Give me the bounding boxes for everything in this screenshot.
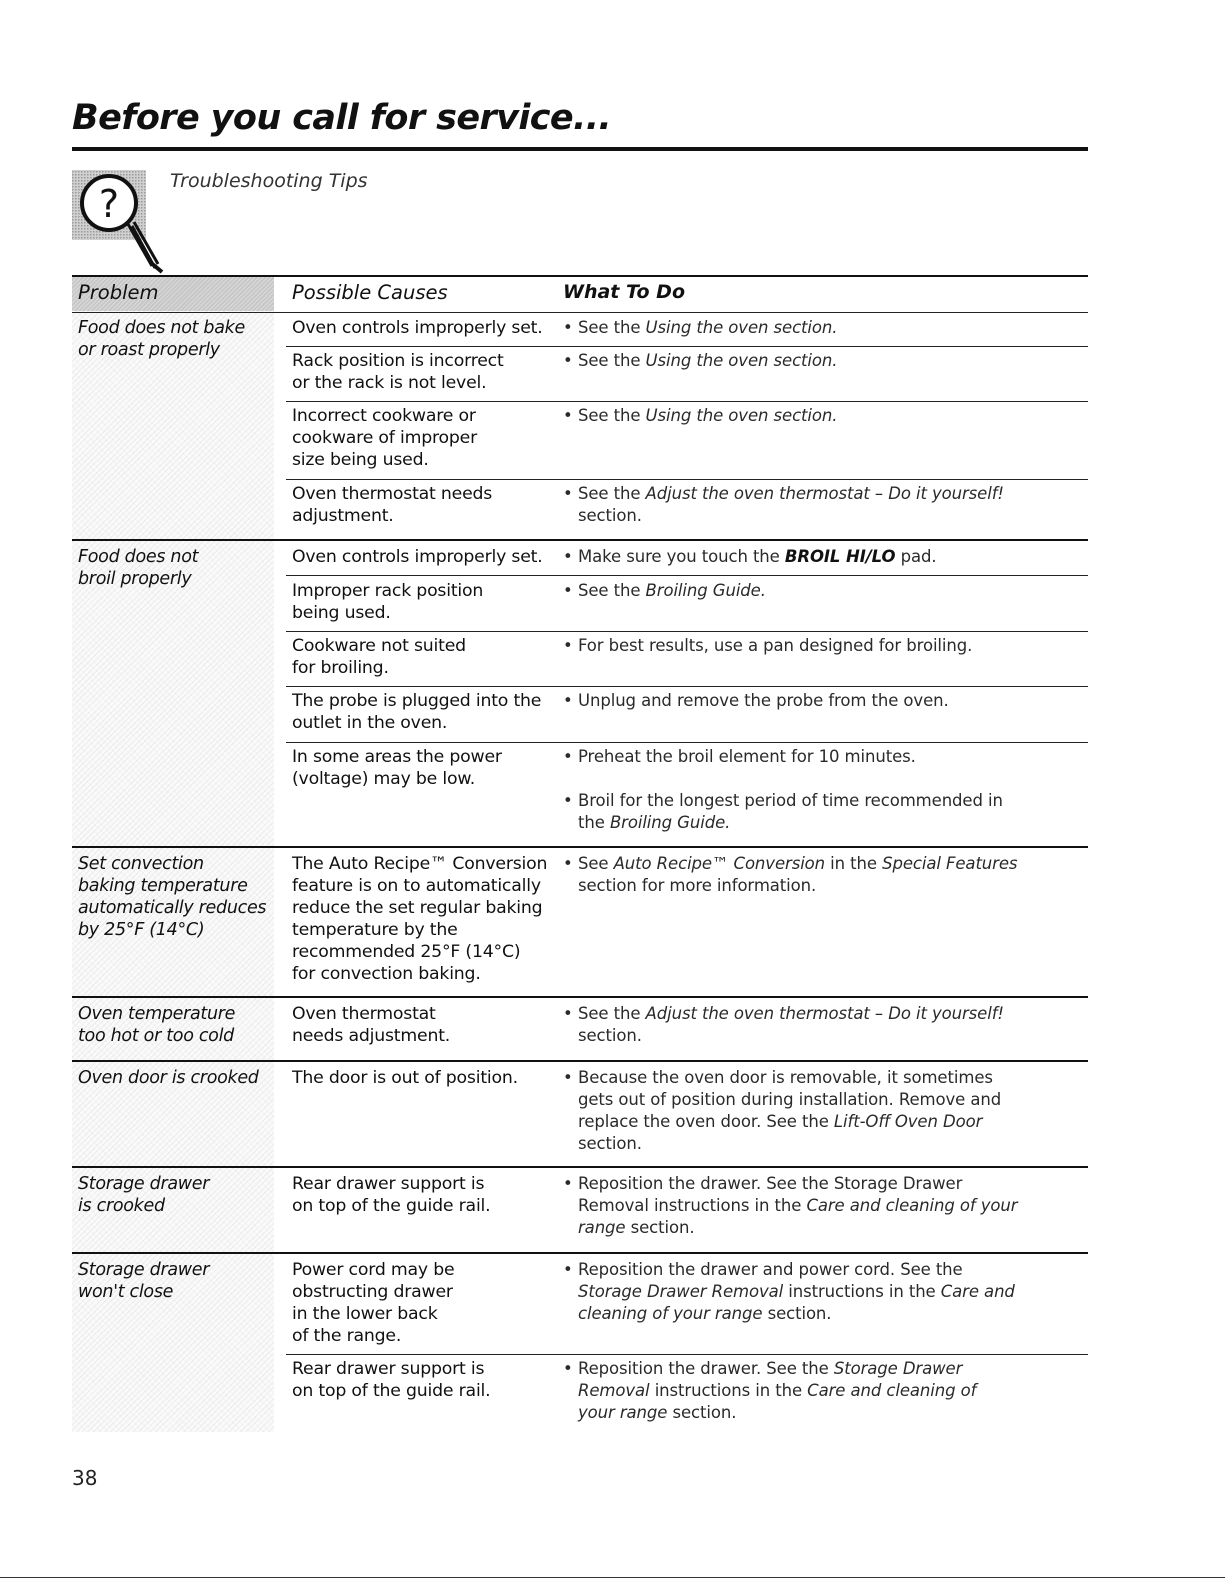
todo-reference: BROIL HI/LO [784, 547, 896, 566]
problem-label: Storage drawer is crooked [78, 1174, 210, 1216]
page-bottom-edge [0, 1577, 1225, 1578]
todo-run: See the [578, 484, 646, 503]
todo-reference: Storage Drawer Removal [578, 1282, 784, 1301]
page-number: 38 [72, 1466, 98, 1490]
bullet: • [563, 547, 573, 566]
row-rule [286, 686, 1088, 687]
todo-reference: Care and cleaning of your range [578, 1381, 977, 1422]
subtitle: Troubleshooting Tips [170, 170, 368, 192]
cause-text: Rear drawer support is on top of the guide rail. [292, 1174, 491, 1216]
todo-item [563, 853, 1063, 897]
bullet: • [563, 1359, 573, 1378]
todo-item [563, 483, 1063, 527]
todo-run: Reposition the drawer. See the [578, 1359, 834, 1378]
todo-reference: Adjust the oven thermostat – Do it yourself! [645, 1004, 1004, 1023]
todo-item [563, 350, 1063, 372]
row-rule [286, 631, 1088, 632]
row-rule [286, 479, 1088, 480]
question-mark-magnifier-icon [72, 168, 172, 278]
todo-reference: Using the oven section. [645, 351, 838, 370]
todo-run: section. [625, 1218, 695, 1237]
section-rule [72, 1166, 1088, 1168]
cause-text: The probe is plugged into the outlet in the oven. [292, 691, 542, 733]
todo-run: section. [578, 1134, 642, 1153]
todo-text [578, 546, 1063, 568]
todo-text [578, 405, 1063, 427]
todo-run: section. [667, 1403, 737, 1422]
cause-text: In some areas the power (voltage) may be low. [292, 747, 502, 789]
todo-text [578, 635, 1063, 657]
todo-reference: Lift-Off Oven Door [833, 1112, 983, 1131]
section-rule [72, 846, 1088, 848]
bullet: • [563, 791, 573, 810]
todo-reference: Storage Drawer Removal [578, 1359, 963, 1400]
todo-item [563, 405, 1063, 427]
todo-run: Broil for the longest period of time recommended in the [578, 791, 1003, 832]
todo-item [563, 546, 1063, 568]
bullet: • [563, 318, 573, 337]
problem-label: Oven temperature too hot or too cold [78, 1004, 236, 1046]
todo-reference: Using the oven section. [645, 318, 838, 337]
todo-run: pad. [895, 547, 937, 566]
todo-run: section. [578, 1026, 642, 1045]
bullet: • [563, 1004, 573, 1023]
todo-item [563, 317, 1063, 339]
todo-item [563, 690, 1063, 712]
todo-run: Preheat the broil element for 10 minutes. [578, 747, 916, 766]
todo-reference: Broiling Guide. [609, 813, 731, 832]
bullet: • [563, 484, 573, 503]
cause-text: Improper rack position being used. [292, 581, 484, 623]
todo-run: Because the oven door is removable, it sometimes gets out of position during installation. Remove and replace the oven door. See the [578, 1068, 1002, 1131]
todo-reference: Using the oven section. [645, 406, 838, 425]
section-rule [72, 539, 1088, 541]
todo-text [578, 853, 1063, 897]
cause-text: Rack position is incorrect or the rack is not level. [292, 351, 504, 393]
todo-text [578, 1358, 1063, 1424]
bullet: • [563, 406, 573, 425]
todo-run: Reposition the drawer and power cord. See the [578, 1260, 963, 1279]
todo-item [563, 1358, 1063, 1424]
cause-text: Cookware not suited for broiling. [292, 636, 466, 678]
todo-item [563, 790, 1063, 834]
todo-run: section. [578, 506, 642, 525]
header-what-to-do: What To Do [563, 281, 686, 303]
row-rule [286, 401, 1088, 402]
row-rule [286, 346, 1088, 347]
todo-text [578, 1173, 1063, 1239]
problem-label: Food does not broil properly [78, 547, 199, 589]
todo-text [578, 746, 1063, 768]
todo-run: instructions in the [783, 1282, 941, 1301]
bullet: • [563, 636, 573, 655]
todo-run: Reposition the drawer. See the Storage Drawer Removal instructions in the [578, 1174, 963, 1215]
todo-run: See the [578, 406, 646, 425]
section-rule [72, 996, 1088, 998]
todo-run: Unplug and remove the probe from the oven. [578, 691, 949, 710]
table-top-rule [72, 275, 1088, 277]
todo-text [578, 1259, 1063, 1325]
todo-text [578, 790, 1063, 834]
bullet: • [563, 1260, 573, 1279]
todo-item [563, 580, 1063, 602]
todo-run: See the [578, 1004, 646, 1023]
bullet: • [563, 1174, 573, 1193]
todo-run: instructions in the [649, 1381, 808, 1400]
todo-text [578, 483, 1063, 527]
cause-text: Oven thermostat needs adjustment. [292, 1004, 451, 1046]
todo-item [563, 746, 1063, 768]
todo-run: in the [825, 854, 883, 873]
page-title: Before you call for service... [72, 98, 612, 138]
todo-reference: Broiling Guide. [645, 581, 766, 600]
problem-label: Oven door is crooked [78, 1068, 259, 1088]
todo-run: section for more information. [578, 876, 817, 895]
cause-text: Power cord may be obstructing drawer in the lower back of the range. [292, 1260, 455, 1346]
todo-text [578, 1003, 1063, 1047]
todo-text [578, 690, 1063, 712]
problem-label: Set convection baking temperature automatically reduces by 25°F (14°C) [78, 854, 267, 940]
todo-run: Make sure you touch the [578, 547, 785, 566]
bullet: • [563, 581, 573, 600]
todo-reference: Auto Recipe™ Conversion [613, 854, 826, 873]
todo-item [563, 1259, 1063, 1325]
todo-text [578, 1067, 1063, 1155]
bullet: • [563, 1068, 573, 1087]
todo-run: section. [762, 1304, 832, 1323]
todo-item [563, 635, 1063, 657]
todo-reference: Care and cleaning of your range [578, 1282, 1015, 1323]
todo-run: See the [578, 581, 646, 600]
todo-text [578, 580, 1063, 602]
todo-text [578, 350, 1063, 372]
header-bottom-rule [72, 312, 1088, 313]
header-problem: Problem [78, 281, 159, 304]
todo-text [578, 317, 1063, 339]
title-rule [72, 147, 1088, 151]
cause-text: Incorrect cookware or cookware of improper size being used. [292, 406, 477, 470]
todo-run: See [578, 854, 614, 873]
cause-text: The Auto Recipe™ Conversion feature is on to automatically reduce the set regular baking temperature by the recommended 25°F (14°C) for convection baking. [292, 854, 548, 984]
todo-run: See the [578, 351, 646, 370]
section-rule [72, 1252, 1088, 1254]
todo-item [563, 1003, 1063, 1047]
row-rule [286, 742, 1088, 743]
cause-text: Oven thermostat needs adjustment. [292, 484, 493, 526]
todo-reference: Special Features [882, 854, 1018, 873]
todo-item [563, 1173, 1063, 1239]
todo-run: See the [578, 318, 646, 337]
cause-text: Rear drawer support is on top of the guide rail. [292, 1359, 491, 1401]
todo-run: For best results, use a pan designed for broiling. [578, 636, 973, 655]
section-rule [72, 1060, 1088, 1062]
cause-text: The door is out of position. [292, 1068, 518, 1088]
bullet: • [563, 351, 573, 370]
todo-reference: Adjust the oven thermostat – Do it yourself! [645, 484, 1004, 503]
cause-text: Oven controls improperly set. [292, 318, 543, 338]
problem-label: Food does not bake or roast properly [78, 318, 245, 360]
cause-text: Oven controls improperly set. [292, 547, 543, 567]
header-possible-causes: Possible Causes [292, 281, 448, 304]
row-rule [286, 1354, 1088, 1355]
todo-item [563, 1067, 1063, 1155]
bullet: • [563, 854, 573, 873]
svg-text:?: ? [98, 182, 120, 226]
bullet: • [563, 691, 573, 710]
problem-label: Storage drawer won't close [78, 1260, 210, 1302]
row-rule [286, 575, 1088, 576]
bullet: • [563, 747, 573, 766]
todo-reference: Care and cleaning of your range [578, 1196, 1018, 1237]
